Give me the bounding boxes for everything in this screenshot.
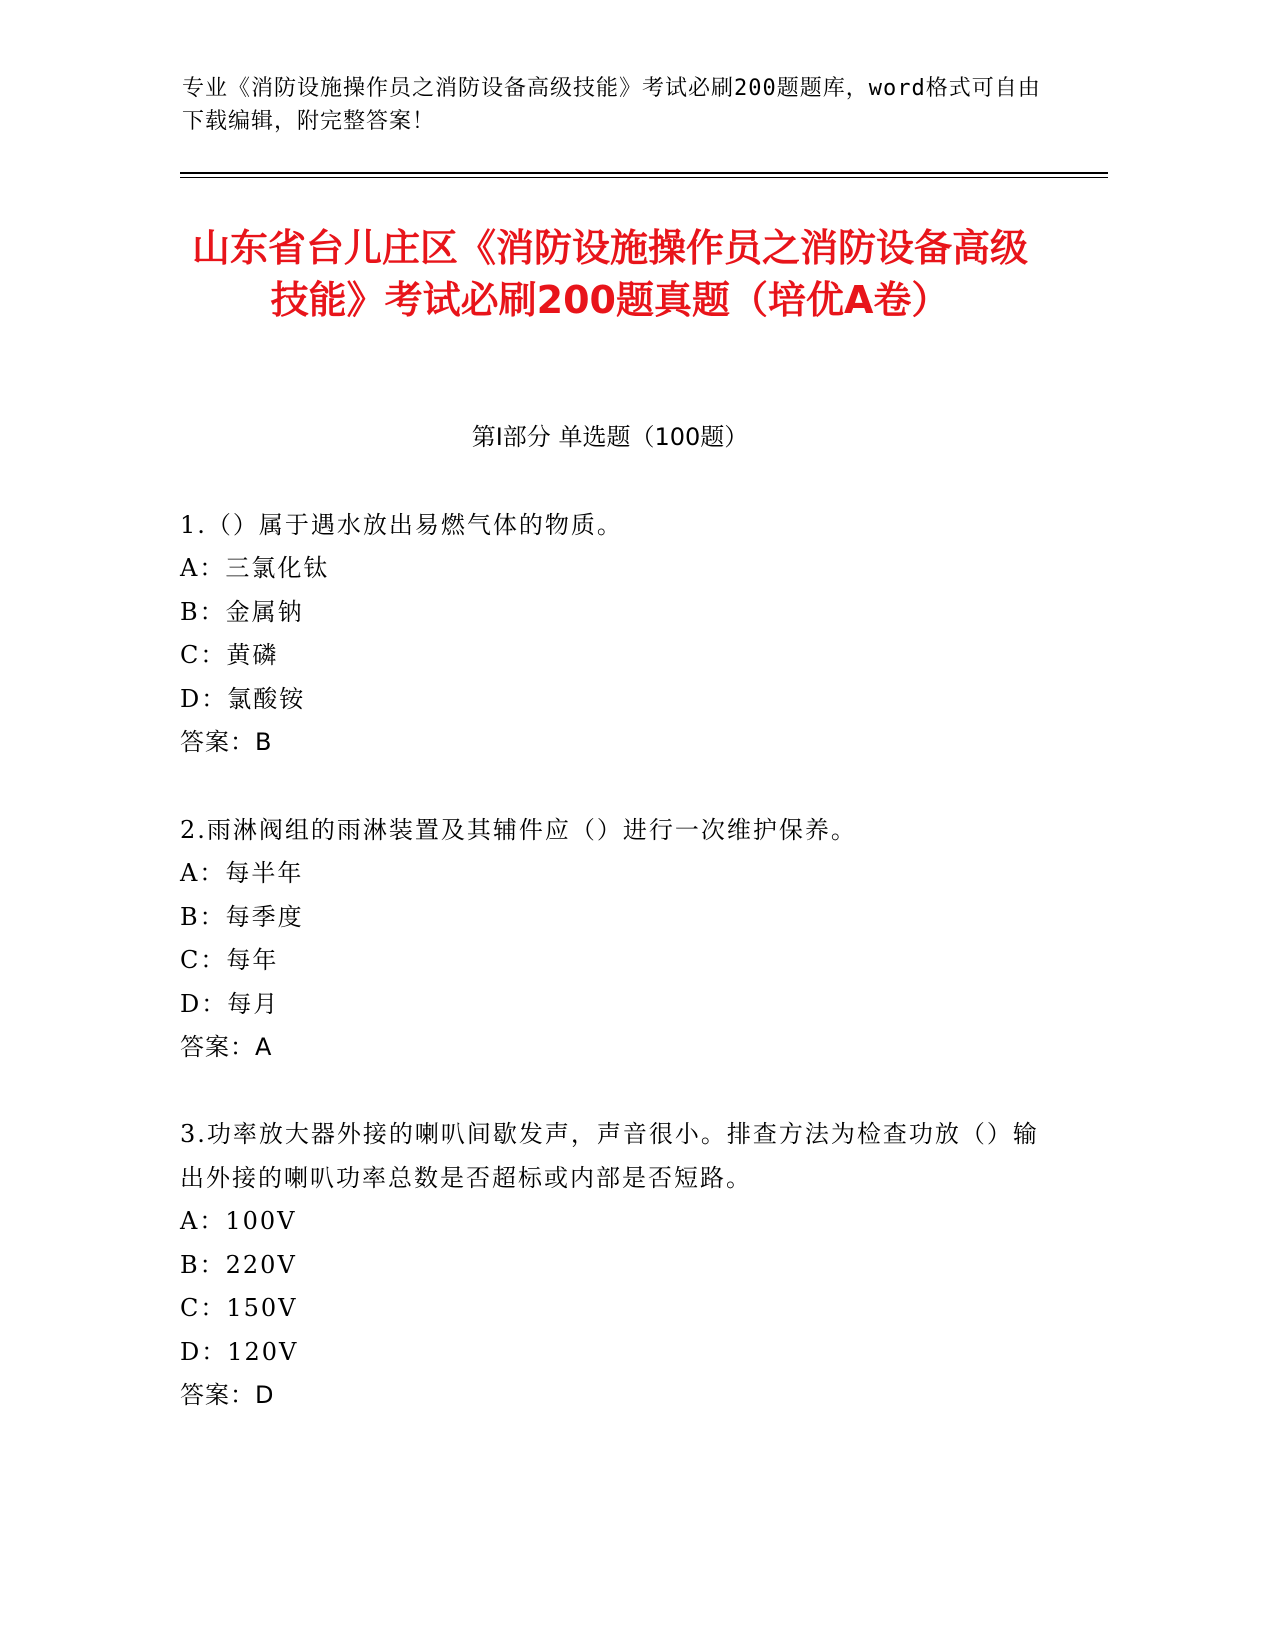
question-stem: 3.功率放大器外接的喇叭间歇发声，声音很小。排查方法为检查功放（）输出外接的喇叭功率总数是否超标或内部是否短路。 — [180, 1120, 1039, 1192]
header-divider-thick — [180, 172, 1108, 174]
option-c: C：每年 — [180, 946, 279, 974]
option-d: D：氯酸铵 — [180, 684, 306, 713]
option-b: B：220V — [180, 1250, 297, 1279]
option-a: A：每半年 — [180, 859, 304, 887]
answer: 答案：D — [180, 1381, 275, 1409]
question-stem: 2.雨淋阀组的雨淋装置及其辅件应（）进行一次维护保养。 — [180, 816, 857, 844]
question-stem: 1.（）属于遇水放出易燃气体的物质。 — [180, 511, 623, 539]
option-a: A：三氯化钛 — [180, 554, 330, 582]
document-title: 山东省台儿庄区《消防设施操作员之消防设备高级技能》考试必刷200题真题（培优A卷） — [191, 226, 1028, 322]
option-d: D：每月 — [180, 989, 280, 1018]
option-b: B：每季度 — [180, 902, 304, 931]
question-block — [180, 1112, 1040, 1418]
option-a: A：100V — [180, 1207, 297, 1235]
question-block — [180, 503, 1040, 765]
option-c: C：150V — [180, 1294, 298, 1322]
option-c: C：黄磷 — [180, 641, 279, 669]
section-heading: 第I部分 单选题（100题） — [471, 423, 749, 451]
answer: 答案：B — [180, 728, 273, 756]
option-b: B：金属钠 — [180, 597, 304, 626]
header-divider-thin — [180, 177, 1108, 178]
answer: 答案：A — [180, 1033, 273, 1061]
question-block — [180, 808, 1040, 1070]
header-note: 专业《消防设施操作员之消防设备高级技能》考试必刷200题题库，word格式可自由下载编辑，附完整答案！ — [182, 76, 1041, 134]
option-d: D：120V — [180, 1337, 299, 1366]
